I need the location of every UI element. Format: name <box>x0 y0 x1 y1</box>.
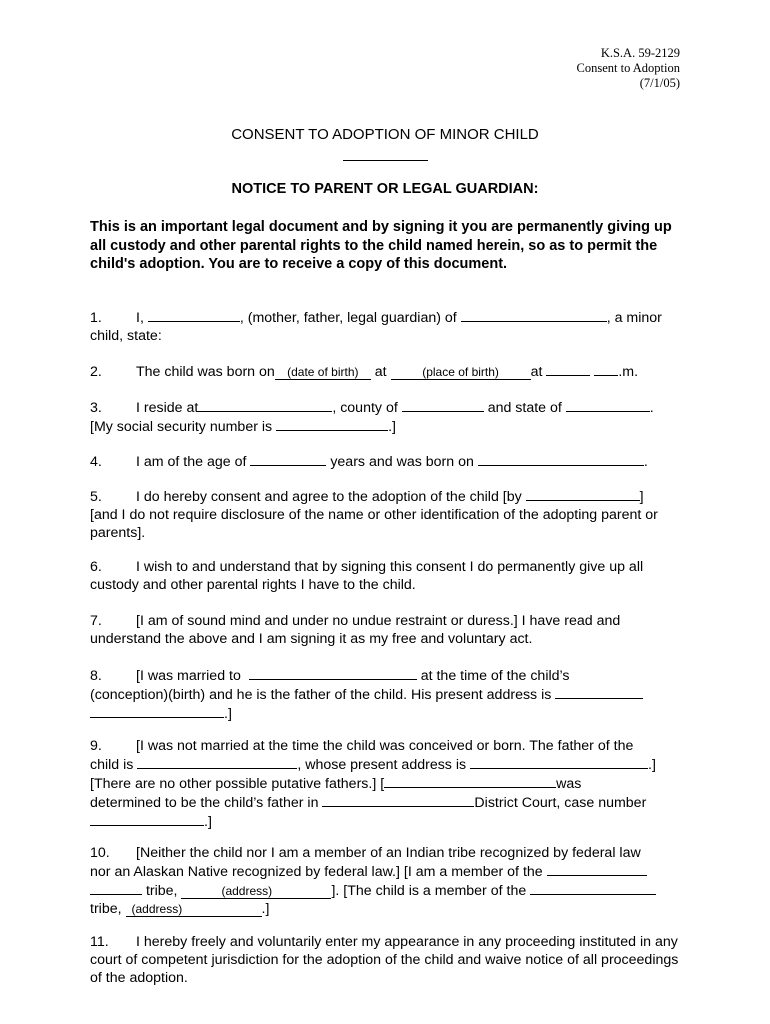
paragraph-1 <box>90 308 686 345</box>
residence-blank[interactable] <box>198 398 332 412</box>
text: I hereby freely and voluntarily enter my appearance in any proceeding instituted in any court of competent jurisdiction for the adoption of the child and waive notice of all proceedings of the adoption. <box>90 934 679 986</box>
text: , a minor child, state: <box>90 310 662 344</box>
paragraph-10 <box>90 844 686 918</box>
text: The child was born on <box>136 364 275 380</box>
text: ] <box>639 489 644 505</box>
text: tribe, <box>90 901 122 917</box>
text: I reside at <box>136 400 199 416</box>
paragraph-11 <box>90 933 686 987</box>
father-name-blank[interactable] <box>137 755 297 769</box>
text: [and I do not require disclosure of the name or other identification of the adopting parent or parents]. <box>90 507 658 541</box>
birth-date-blank[interactable] <box>478 452 644 466</box>
paragraph-number: 8. <box>90 668 102 684</box>
name-blank[interactable] <box>148 308 240 322</box>
time-blank[interactable] <box>546 362 590 376</box>
text: [I was not married at the time the child was conceived or born. The father of the <box>136 738 634 754</box>
child-name-blank[interactable] <box>461 308 607 322</box>
father-address-blank[interactable] <box>555 685 643 699</box>
text: , county of <box>332 400 398 416</box>
text: tribe, <box>145 883 178 899</box>
paragraph-number: 5. <box>90 489 102 505</box>
parent-tribe-blank[interactable] <box>547 862 647 876</box>
text: .] <box>261 901 270 917</box>
date-of-birth-field[interactable]: (date of birth) <box>275 366 371 380</box>
notice-heading: NOTICE TO PARENT OR LEGAL GUARDIAN: <box>231 181 539 197</box>
text: [My social security number is <box>90 419 273 435</box>
address-hint: (address) <box>221 884 273 898</box>
paragraph-4 <box>90 452 686 471</box>
paragraph-5 <box>90 487 686 542</box>
text: . <box>649 400 654 416</box>
father-address-blank-2[interactable] <box>90 704 224 718</box>
text: [There are no other possible putative fathers.] [ <box>90 776 385 792</box>
child-tribe-address-field[interactable] <box>126 903 262 917</box>
text: at <box>374 364 387 380</box>
document-title: CONSENT TO ADOPTION OF MINOR CHILD <box>231 126 539 143</box>
father-present-address-blank[interactable] <box>470 755 648 769</box>
paragraph-8 <box>90 666 686 723</box>
text: (conception)(birth) and he is the father of the child. His present address is <box>90 687 552 703</box>
paragraph-9 <box>90 737 686 831</box>
form-revision: (7/1/05) <box>639 76 680 90</box>
determined-father-blank[interactable] <box>384 774 556 788</box>
text: [I am of sound mind and under no undue restraint or duress.] I have read and understand the above and I am signing it as my free and voluntary act. <box>90 613 621 647</box>
text: I wish to and understand that by signing this consent I do permanently give up all custody and other parental rights I have to the child. <box>90 559 644 593</box>
parent-tribe-address-field[interactable] <box>181 885 331 899</box>
form-reference <box>577 46 680 91</box>
text: nor an Alaskan Native recognized by federal law.] [I am a member of the <box>90 864 543 880</box>
case-number-blank[interactable] <box>90 812 204 826</box>
text: and state of <box>487 400 562 416</box>
intro-warning: This is an important legal document and by signing it you are permanently giving up all custody and other parental rights to the child named herein, so as to permit the child's adoption. You are to receive a copy of this document. <box>90 219 672 272</box>
paragraph-7 <box>90 612 686 648</box>
text: , (mother, father, legal guardian) of <box>239 310 457 326</box>
am-pm-blank[interactable] <box>594 362 618 376</box>
paragraph-number: 3. <box>90 400 102 416</box>
ssn-blank[interactable] <box>276 417 388 431</box>
spouse-name-blank[interactable] <box>249 666 417 680</box>
paragraph-6 <box>90 558 686 594</box>
paragraph-2 <box>90 362 686 381</box>
adopting-parent-blank[interactable] <box>526 487 640 501</box>
child-tribe-blank[interactable] <box>530 881 656 895</box>
text: .] <box>224 706 232 722</box>
text: at the time of the child’s <box>420 668 570 684</box>
paragraph-number: 4. <box>90 454 102 470</box>
state-blank[interactable] <box>566 398 650 412</box>
paragraph-3 <box>90 398 686 436</box>
text: .] <box>648 757 656 773</box>
district-court-blank[interactable] <box>322 793 474 807</box>
age-blank[interactable] <box>250 452 326 466</box>
text: [I was married to <box>136 668 241 684</box>
text: at <box>530 364 543 380</box>
title-divider <box>343 160 428 161</box>
place-of-birth-field[interactable]: (place of birth) <box>391 366 531 380</box>
text: .] <box>204 814 212 830</box>
text: ]. [The child is a member of the <box>331 883 527 899</box>
paragraph-number: 1. <box>90 310 102 326</box>
parent-tribe-blank-2[interactable] <box>90 881 142 895</box>
address-hint: (address) <box>131 902 183 916</box>
paragraph-number: 7. <box>90 613 102 629</box>
text: was <box>556 776 582 792</box>
text: I am of the age of <box>136 454 247 470</box>
paragraph-number: 2. <box>90 364 102 380</box>
statute-number: K.S.A. 59-2129 <box>600 46 680 60</box>
paragraph-number: 6. <box>90 559 102 575</box>
paragraph-number: 10. <box>90 845 110 861</box>
text: I, <box>136 310 144 326</box>
paragraph-number: 11. <box>90 934 109 950</box>
county-blank[interactable] <box>402 398 484 412</box>
text: . <box>643 454 648 470</box>
text: child is <box>90 757 134 773</box>
text: I do hereby consent and agree to the adoption of the child [by <box>136 489 522 505</box>
text: District Court, case number <box>474 795 647 811</box>
text: determined to be the child’s father in <box>90 795 319 811</box>
text: [Neither the child nor I am a member of an Indian tribe recognized by federal law <box>136 845 641 861</box>
text: .] <box>388 419 396 435</box>
text: years and was born on <box>330 454 474 470</box>
text: .m. <box>618 364 639 380</box>
paragraph-number: 9. <box>90 738 102 754</box>
form-name: Consent to Adoption <box>576 61 680 75</box>
text: , whose present address is <box>297 757 467 773</box>
